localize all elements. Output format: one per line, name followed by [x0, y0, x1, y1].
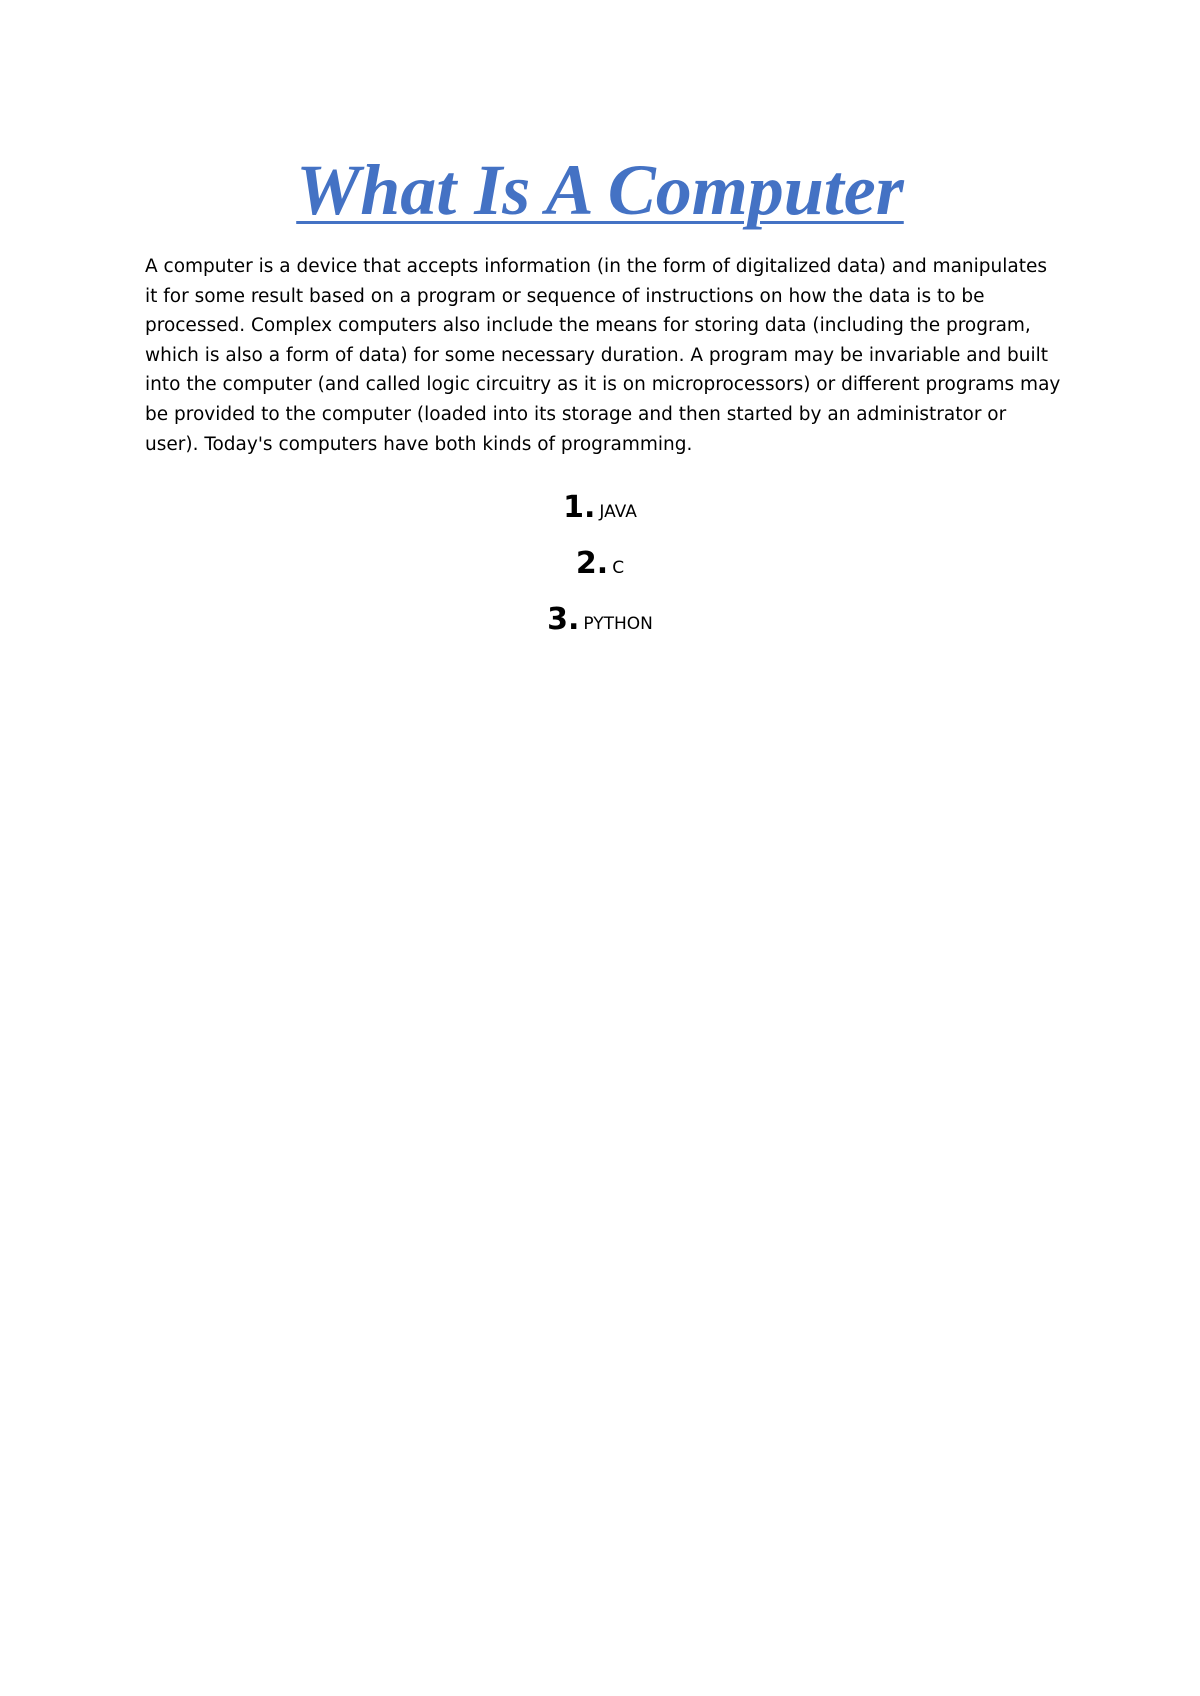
- body-paragraph: A computer is a device that accepts information (in the form of digitalized data) and manipulates it for some result based on a program or sequence of instructions on how the data is to be processed. Complex computers also include the means for storing data (including the program, which is also a form of data) for some necessary duration. A program may be invariable and built into the computer (and called logic circuitry as it is on microprocessors) or different programs may be provided to the computer (loaded into its storage and then started by an administrator or user). Today's computers have both kinds of programming.: [145, 256, 1061, 455]
- list-item-number: 1.: [563, 490, 596, 525]
- list-item-number: 3.: [547, 602, 580, 637]
- list-item-python: [0, 592, 1200, 648]
- list-item-c: [0, 536, 1200, 592]
- list-item-java: [0, 480, 1200, 536]
- page-title: What Is A Computer: [296, 150, 904, 230]
- list-item-number: 2.: [575, 546, 609, 581]
- list-item-label: C: [612, 558, 625, 578]
- list-item-label: JAVA: [599, 502, 637, 522]
- list-item-label: PYTHON: [583, 614, 653, 634]
- numbered-list: [0, 480, 1200, 648]
